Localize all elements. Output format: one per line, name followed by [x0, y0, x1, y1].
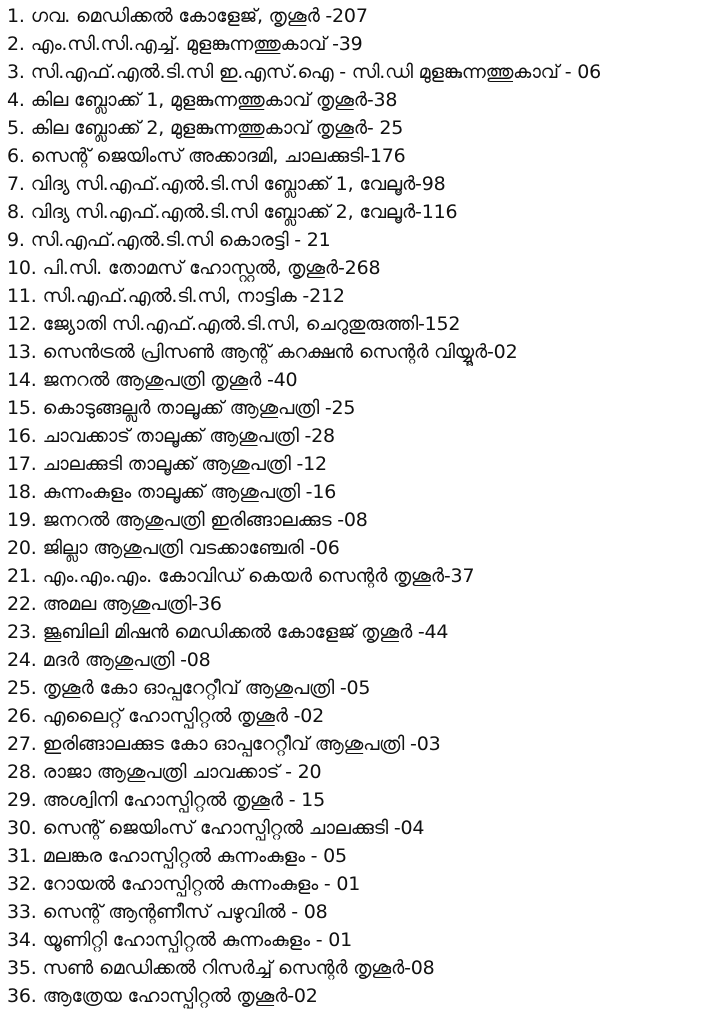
list-item-number: 35. — [7, 957, 37, 979]
list-item — [7, 142, 707, 170]
list-item-text: കൊടുങ്ങല്ലൂർ താലൂക്ക് ആശുപത്രി -25 — [42, 397, 356, 419]
list-item-text: കില ബ്ലോക്ക് 1, മുളങ്കുന്നത്തുകാവ് തൃശൂർ-38 — [30, 89, 398, 111]
list-item-text: എം.സി.സി.എച്ച്. മുളങ്കുന്നത്തുകാവ് -39 — [30, 33, 363, 55]
list-item-text: തൃശൂർ കോ ഓപ്പറേറ്റീവ് ആശുപത്രി -05 — [42, 677, 371, 699]
list-item-number: 23. — [7, 621, 37, 643]
list-item — [7, 646, 707, 674]
list-item-number: 8. — [7, 201, 25, 223]
list-item-text: ഇരിങ്ങാലക്കുട കോ ഓപ്പറേറ്റീവ് ആശുപത്രി -03 — [42, 733, 441, 755]
list-item — [7, 58, 707, 86]
list-item-text: ഗവ. മെഡിക്കൽ കോളേജ്, തൃശൂർ -207 — [30, 5, 368, 27]
list-item-text: റോയൽ ഹോസ്പിറ്റൽ കുന്നംകുളം - 01 — [42, 873, 361, 895]
list-item-text: സെന്റ് ജെയിംസ് ഹോസ്പിറ്റൽ ചാലക്കുടി -04 — [42, 817, 425, 839]
list-item — [7, 394, 707, 422]
list-item-number: 18. — [7, 481, 37, 503]
list-item — [7, 114, 707, 142]
list-item — [7, 534, 707, 562]
list-item-text: സി.എഫ്.എൽ.ടി.സി, നാട്ടിക -212 — [42, 285, 345, 307]
list-item — [7, 702, 707, 730]
list-item-number: 6. — [7, 145, 25, 167]
list-item — [7, 898, 707, 926]
list-item-number: 4. — [7, 89, 25, 111]
list-item-number: 26. — [7, 705, 37, 727]
list-item — [7, 2, 707, 30]
list-item-text: അമല ആശുപത്രി-36 — [42, 593, 222, 615]
list-item-text: വിദ്യ സി.എഫ്.എൽ.ടി.സി ബ്ലോക്ക് 1, വേലൂർ-98 — [30, 173, 446, 195]
list-item — [7, 954, 707, 982]
list-item — [7, 478, 707, 506]
list-item-number: 32. — [7, 873, 37, 895]
list-item-number: 19. — [7, 509, 37, 531]
list-item-number: 24. — [7, 649, 37, 671]
list-item-text: സി.എഫ്.എൽ.ടി.സി കൊരട്ടി - 21 — [30, 229, 331, 251]
list-item-text: സെന്റ് ആന്റണീസ് പഴുവിൽ - 08 — [42, 901, 328, 923]
list-item — [7, 254, 707, 282]
list-item — [7, 506, 707, 534]
list-item-text: ആത്രേയ ഹോസ്പിറ്റൽ തൃശൂർ-02 — [42, 985, 318, 1007]
list-item — [7, 674, 707, 702]
list-item — [7, 842, 707, 870]
list-item-text: യൂണിറ്റി ഹോസ്പിറ്റൽ കുന്നംകുളം - 01 — [42, 929, 352, 951]
list-item — [7, 170, 707, 198]
list-item-text: കുന്നംകുളം താലൂക്ക് ആശുപത്രി -16 — [42, 481, 337, 503]
list-item-number: 3. — [7, 61, 25, 83]
list-item-number: 15. — [7, 397, 37, 419]
list-item — [7, 590, 707, 618]
list-item-number: 29. — [7, 789, 37, 811]
list-item-text: രാജാ ആശുപത്രി ചാവക്കാട് - 20 — [42, 761, 322, 783]
list-item — [7, 870, 707, 898]
list-item — [7, 422, 707, 450]
list-item-text: ജനറൽ ആശുപത്രി തൃശൂർ -40 — [42, 369, 298, 391]
list-item — [7, 86, 707, 114]
list-item — [7, 198, 707, 226]
list-item-text: സെന്റ് ജെയിംസ് അക്കാദമി, ചാലക്കുടി-176 — [30, 145, 406, 167]
list-item-number: 28. — [7, 761, 37, 783]
list-item-number: 5. — [7, 117, 25, 139]
list-item-text: മദർ ആശുപത്രി -08 — [42, 649, 211, 671]
list-item-number: 31. — [7, 845, 37, 867]
list-item — [7, 450, 707, 478]
list-item-number: 10. — [7, 257, 37, 279]
list-item-text: ചാവക്കാട് താലൂക്ക് ആശുപത്രി -28 — [42, 425, 335, 447]
list-item-number: 16. — [7, 425, 37, 447]
list-item — [7, 786, 707, 814]
list-item-text: സൺ മെഡിക്കൽ റിസർച്ച് സെന്റർ തൃശൂർ-08 — [42, 957, 435, 979]
list-item-text: മലങ്കര ഹോസ്പിറ്റൽ കുന്നംകുളം - 05 — [42, 845, 347, 867]
list-item-number: 36. — [7, 985, 37, 1007]
list-item — [7, 366, 707, 394]
list-item-number: 14. — [7, 369, 37, 391]
list-item — [7, 282, 707, 310]
bottom-edge — [0, 1010, 712, 1024]
list-item — [7, 30, 707, 58]
list-item-number: 27. — [7, 733, 37, 755]
list-item-number: 11. — [7, 285, 37, 307]
list-item-text: ചാലക്കുടി താലൂക്ക് ആശുപത്രി -12 — [42, 453, 327, 475]
list-item-text: സെൻട്രൽ പ്രിസൺ ആന്റ് കറക്ഷൻ സെന്റർ വിയ്യൂർ-02 — [42, 341, 518, 363]
list-item-text: ജ്യോതി സി.എഫ്.എൽ.ടി.സി, ചെറുതുരുത്തി-152 — [42, 313, 461, 335]
list-item — [7, 618, 707, 646]
list-item — [7, 310, 707, 338]
list-item-number: 13. — [7, 341, 37, 363]
list-item — [7, 814, 707, 842]
list-item-number: 7. — [7, 173, 25, 195]
list-item-number: 25. — [7, 677, 37, 699]
list-item — [7, 730, 707, 758]
list-item-text: എം.എം.എം. കോവിഡ് കെയർ സെന്റർ തൃശൂർ-37 — [42, 565, 475, 587]
hospital-list — [7, 2, 707, 1010]
list-item-text: എലൈറ്റ് ഹോസ്പിറ്റൽ തൃശൂർ -02 — [42, 705, 325, 727]
list-item — [7, 226, 707, 254]
list-item-number: 1. — [7, 5, 25, 27]
list-item-number: 33. — [7, 901, 37, 923]
list-item-number: 17. — [7, 453, 37, 475]
list-item-number: 21. — [7, 565, 37, 587]
list-item-text: സി.എഫ്.എൽ.ടി.സി ഇ.എസ്.ഐ - സി.ഡി മുളങ്കുന്നത്തുകാവ് - 06 — [30, 61, 601, 83]
list-item-text: പി.സി. തോമസ് ഹോസ്റ്റൽ, തൃശൂർ-268 — [42, 257, 381, 279]
list-item-number: 30. — [7, 817, 37, 839]
list-item-number: 12. — [7, 313, 37, 335]
list-item-number: 34. — [7, 929, 37, 951]
list-item-number: 20. — [7, 537, 37, 559]
list-item — [7, 758, 707, 786]
list-item-text: വിദ്യ സി.എഫ്.എൽ.ടി.സി ബ്ലോക്ക് 2, വേലൂർ-116 — [30, 201, 458, 223]
list-item — [7, 982, 707, 1010]
list-item-number: 22. — [7, 593, 37, 615]
list-item-number: 9. — [7, 229, 25, 251]
list-item-text: അശ്വിനി ഹോസ്പിറ്റൽ തൃശൂർ - 15 — [42, 789, 325, 811]
list-item-text: ജില്ലാ ആശുപത്രി വടക്കാഞ്ചേരി -06 — [42, 537, 340, 559]
list-item-text: കില ബ്ലോക്ക് 2, മുളങ്കുന്നത്തുകാവ് തൃശൂർ- 25 — [30, 117, 404, 139]
list-item — [7, 338, 707, 366]
list-item-text: ജനറൽ ആശുപത്രി ഇരിങ്ങാലക്കുട -08 — [42, 509, 368, 531]
list-item — [7, 562, 707, 590]
list-item-text: ജൂബിലി മിഷൻ മെഡിക്കൽ കോളേജ് തൃശൂർ -44 — [42, 621, 449, 643]
list-item — [7, 926, 707, 954]
list-item-number: 2. — [7, 33, 25, 55]
